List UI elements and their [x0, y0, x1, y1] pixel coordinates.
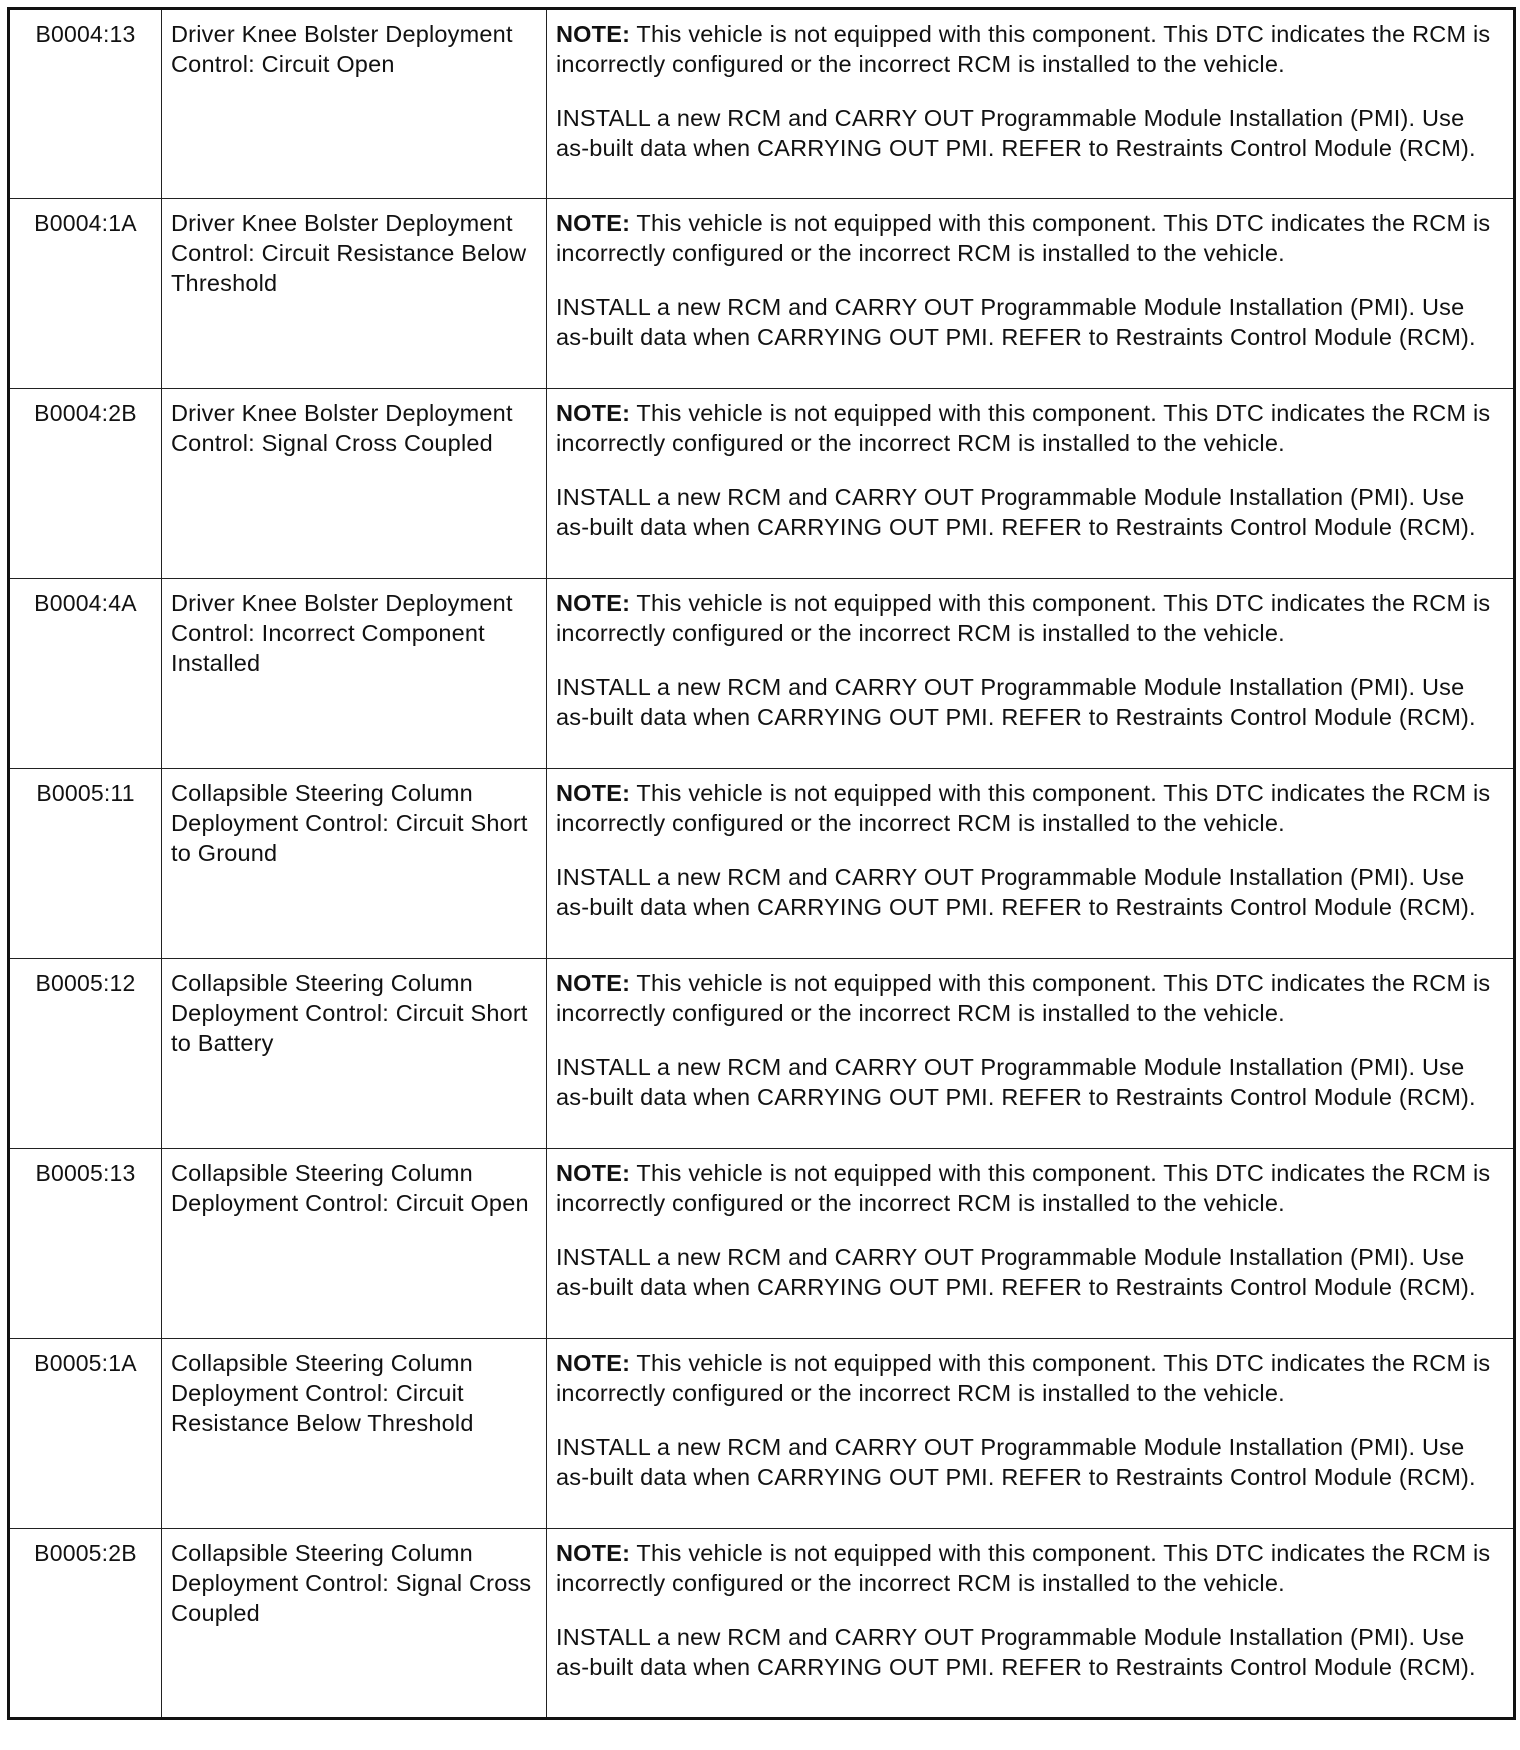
install-instruction: INSTALL a new RCM and CARRY OUT Programmable Module Installation (PMI). Use as-built data when CARRYING OUT PMI. REFER to Restraints Control Module (RCM).: [556, 484, 1476, 540]
note-label: NOTE:: [556, 590, 631, 616]
note-text: This vehicle is not equipped with this component. This DTC indicates the RCM is incorrectly configured or the incorrect RCM is installed to the vehicle.: [556, 1160, 1491, 1216]
table-row: [9, 9, 1515, 199]
install-instruction: INSTALL a new RCM and CARRY OUT Programmable Module Installation (PMI). Use as-built data when CARRYING OUT PMI. REFER to Restraints Control Module (RCM).: [556, 1244, 1476, 1300]
note-label: NOTE:: [556, 1540, 631, 1566]
table-row: [9, 1529, 1515, 1719]
install-instruction: INSTALL a new RCM and CARRY OUT Programmable Module Installation (PMI). Use as-built data when CARRYING OUT PMI. REFER to Restraints Control Module (RCM).: [556, 1434, 1476, 1490]
table-row: [9, 959, 1515, 1149]
note-text: This vehicle is not equipped with this component. This DTC indicates the RCM is incorrectly configured or the incorrect RCM is installed to the vehicle.: [556, 1350, 1491, 1406]
note-label: NOTE:: [556, 400, 631, 426]
dtc-description: Driver Knee Bolster Deployment Control: Circuit Open: [162, 9, 547, 199]
note-paragraph: [556, 1348, 1503, 1408]
dtc-description: Collapsible Steering Column Deployment Control: Circuit Short to Ground: [162, 769, 547, 959]
dtc-table: [7, 7, 1516, 1720]
note-text: This vehicle is not equipped with this component. This DTC indicates the RCM is incorrectly configured or the incorrect RCM is installed to the vehicle.: [556, 21, 1491, 77]
dtc-description: Collapsible Steering Column Deployment Control: Signal Cross Coupled: [162, 1529, 547, 1719]
dtc-description: Collapsible Steering Column Deployment Control: Circuit Short to Battery: [162, 959, 547, 1149]
dtc-code: B0005:2B: [9, 1529, 162, 1719]
install-instruction: INSTALL a new RCM and CARRY OUT Programmable Module Installation (PMI). Use as-built data when CARRYING OUT PMI. REFER to Restraints Control Module (RCM).: [556, 674, 1476, 730]
note-paragraph: [556, 208, 1503, 268]
table-row: [9, 1339, 1515, 1529]
note-paragraph: [556, 1158, 1503, 1218]
install-instruction: INSTALL a new RCM and CARRY OUT Programmable Module Installation (PMI). Use as-built data when CARRYING OUT PMI. REFER to Restraints Control Module (RCM).: [556, 864, 1476, 920]
dtc-action: [547, 579, 1515, 769]
dtc-description: Driver Knee Bolster Deployment Control: Incorrect Component Installed: [162, 579, 547, 769]
note-paragraph: [556, 968, 1503, 1028]
install-instruction: INSTALL a new RCM and CARRY OUT Programmable Module Installation (PMI). Use as-built data when CARRYING OUT PMI. REFER to Restraints Control Module (RCM).: [556, 105, 1476, 161]
note-paragraph: [556, 398, 1503, 458]
dtc-code: B0004:1A: [9, 199, 162, 389]
note-text: This vehicle is not equipped with this component. This DTC indicates the RCM is incorrectly configured or the incorrect RCM is installed to the vehicle.: [556, 210, 1491, 266]
note-text: This vehicle is not equipped with this component. This DTC indicates the RCM is incorrectly configured or the incorrect RCM is installed to the vehicle.: [556, 970, 1491, 1026]
note-text: This vehicle is not equipped with this component. This DTC indicates the RCM is incorrectly configured or the incorrect RCM is installed to the vehicle.: [556, 400, 1491, 456]
dtc-code: B0005:1A: [9, 1339, 162, 1529]
dtc-action: [547, 1339, 1515, 1529]
note-text: This vehicle is not equipped with this component. This DTC indicates the RCM is incorrectly configured or the incorrect RCM is installed to the vehicle.: [556, 780, 1491, 836]
note-label: NOTE:: [556, 970, 631, 996]
install-instruction: INSTALL a new RCM and CARRY OUT Programmable Module Installation (PMI). Use as-built data when CARRYING OUT PMI. REFER to Restraints Control Module (RCM).: [556, 1054, 1476, 1110]
dtc-action: [547, 959, 1515, 1149]
dtc-action: [547, 769, 1515, 959]
dtc-code: B0005:12: [9, 959, 162, 1149]
note-label: NOTE:: [556, 210, 631, 236]
note-text: This vehicle is not equipped with this component. This DTC indicates the RCM is incorrectly configured or the incorrect RCM is installed to the vehicle.: [556, 1540, 1491, 1596]
table-row: [9, 1149, 1515, 1339]
dtc-description: Driver Knee Bolster Deployment Control: Circuit Resistance Below Threshold: [162, 199, 547, 389]
dtc-code: B0004:2B: [9, 389, 162, 579]
note-text: This vehicle is not equipped with this component. This DTC indicates the RCM is incorrectly configured or the incorrect RCM is installed to the vehicle.: [556, 590, 1491, 646]
dtc-action: [547, 389, 1515, 579]
note-label: NOTE:: [556, 1350, 631, 1376]
note-paragraph: [556, 778, 1503, 838]
dtc-code: B0005:11: [9, 769, 162, 959]
dtc-code: B0005:13: [9, 1149, 162, 1339]
note-label: NOTE:: [556, 780, 631, 806]
dtc-action: [547, 199, 1515, 389]
dtc-action: [547, 9, 1515, 199]
table-row: [9, 199, 1515, 389]
dtc-description: Collapsible Steering Column Deployment Control: Circuit Resistance Below Threshold: [162, 1339, 547, 1529]
note-paragraph: [556, 19, 1503, 79]
note-label: NOTE:: [556, 21, 631, 47]
table-row: [9, 769, 1515, 959]
note-label: NOTE:: [556, 1160, 631, 1186]
dtc-description: Collapsible Steering Column Deployment Control: Circuit Open: [162, 1149, 547, 1339]
install-instruction: INSTALL a new RCM and CARRY OUT Programmable Module Installation (PMI). Use as-built data when CARRYING OUT PMI. REFER to Restraints Control Module (RCM).: [556, 294, 1476, 350]
install-instruction: INSTALL a new RCM and CARRY OUT Programmable Module Installation (PMI). Use as-built data when CARRYING OUT PMI. REFER to Restraints Control Module (RCM).: [556, 1624, 1476, 1680]
table-row: [9, 579, 1515, 769]
dtc-code: B0004:4A: [9, 579, 162, 769]
note-paragraph: [556, 1538, 1503, 1598]
dtc-action: [547, 1149, 1515, 1339]
dtc-description: Driver Knee Bolster Deployment Control: Signal Cross Coupled: [162, 389, 547, 579]
table-row: [9, 389, 1515, 579]
dtc-code: B0004:13: [9, 9, 162, 199]
dtc-action: [547, 1529, 1515, 1719]
note-paragraph: [556, 588, 1503, 648]
